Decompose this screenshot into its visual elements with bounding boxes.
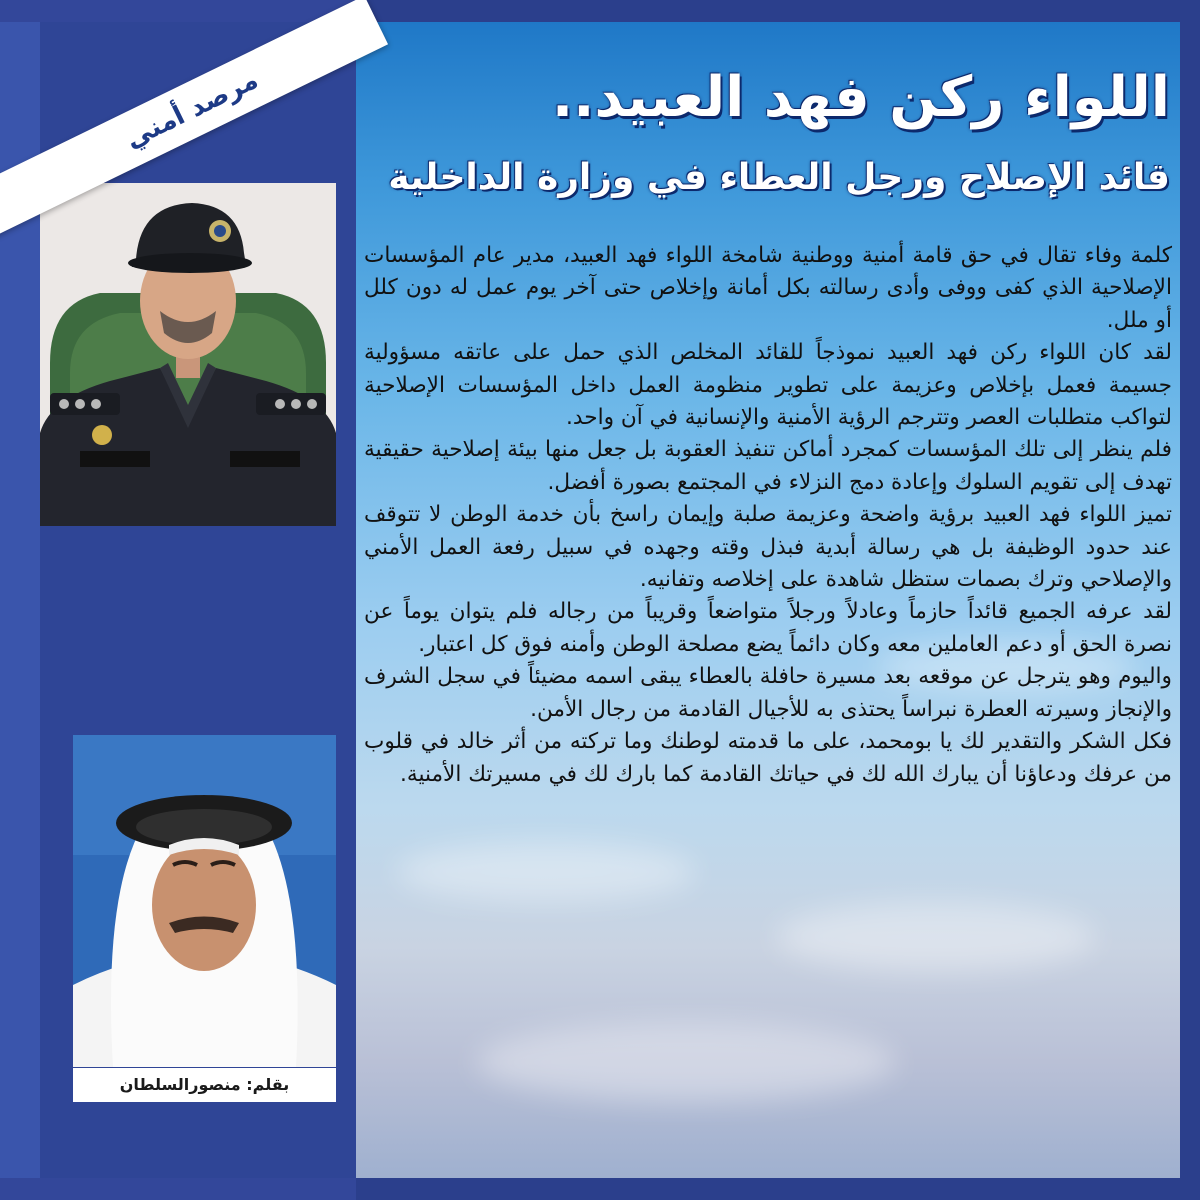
section-banner-label: مرصد أمني [120, 64, 263, 155]
article-paragraph: تميز اللواء فهد العبيد برؤية واضحة وعزيمة صلبة وإيمان راسخ بأن خدمة الوطن لا تتوقف عند حدود الوظيفة بل هي رسالة أبدية فبذل وقته وجهده في سبيل رفعة العمل الأمني والإصلاحي وترك بصمات ستظل شاهدة على إخلاصه وتفانيه. [364, 502, 1172, 593]
headline-subtitle: قائد الإصلاح ورجل العطاء في وزارة الداخلية [388, 157, 1170, 198]
author-photo [73, 735, 336, 1067]
article-paragraph: واليوم وهو يترجل عن موقعه بعد مسيرة حافلة بالعطاء يبقى اسمه مضيئاً في سجل الشرف والإنجاز وسيرته العطرة نبراساً يحتذى به للأجيال القادمة من رجال الأمن. [364, 664, 1172, 722]
author-byline: بقلم: منصورالسلطان [73, 1068, 336, 1102]
article-paragraph: فكل الشكر والتقدير لك يا بومحمد، على ما قدمته لوطنك وما تركته من أثر خالد في قلوب من عرفك ودعاؤنا أن يبارك الله لك في حياتك القادمة كما بارك لك في مسيرتك الأمنية. [364, 729, 1172, 787]
article-paragraph: لقد عرفه الجميع قائداً حازماً وعادلاً ورجلاً متواضعاً وقريباً من رجاله فلم يتوان يوماً عن نصرة الحق أو دعم العاملين معه وكان دائماً يضع مصلحة الوطن وأمنه فوق كل اعتبار. [364, 599, 1172, 657]
right-frame [1180, 0, 1200, 1200]
article-paragraph: كلمة وفاء تقال في حق قامة أمنية ووطنية شامخة اللواء فهد العبيد، مدير عام المؤسسات الإصلاحية الذي كفى ووفى وأدى رسالته بكل أمانة وإخلاص حتى آخر يوم عمل له دون كلل أو ملل. [364, 243, 1172, 333]
officer-photo [40, 183, 336, 526]
article-body [364, 240, 1172, 791]
article-paragraph: لقد كان اللواء ركن فهد العبيد نموذجاً للقائد المخلص الذي حمل على عاتقه مسؤولية جسيمة فعمل بإخلاص وعزيمة على تطوير منظومة العمل داخل المؤسسات الإصلاحية لتواكب متطلبات العصر وتترجم الرؤية الأمنية والإنسانية في آن واحد. [364, 340, 1172, 431]
headline-title: اللواء ركن فهد العبيد.. [551, 65, 1170, 130]
article-paragraph: فلم ينظر إلى تلك المؤسسات كمجرد أماكن تنفيذ العقوبة بل جعل منها بيئة إصلاحية حقيقية تهدف إلى تقويم السلوك وإعادة دمج النزلاء في المجتمع بصورة أفضل. [364, 437, 1172, 495]
